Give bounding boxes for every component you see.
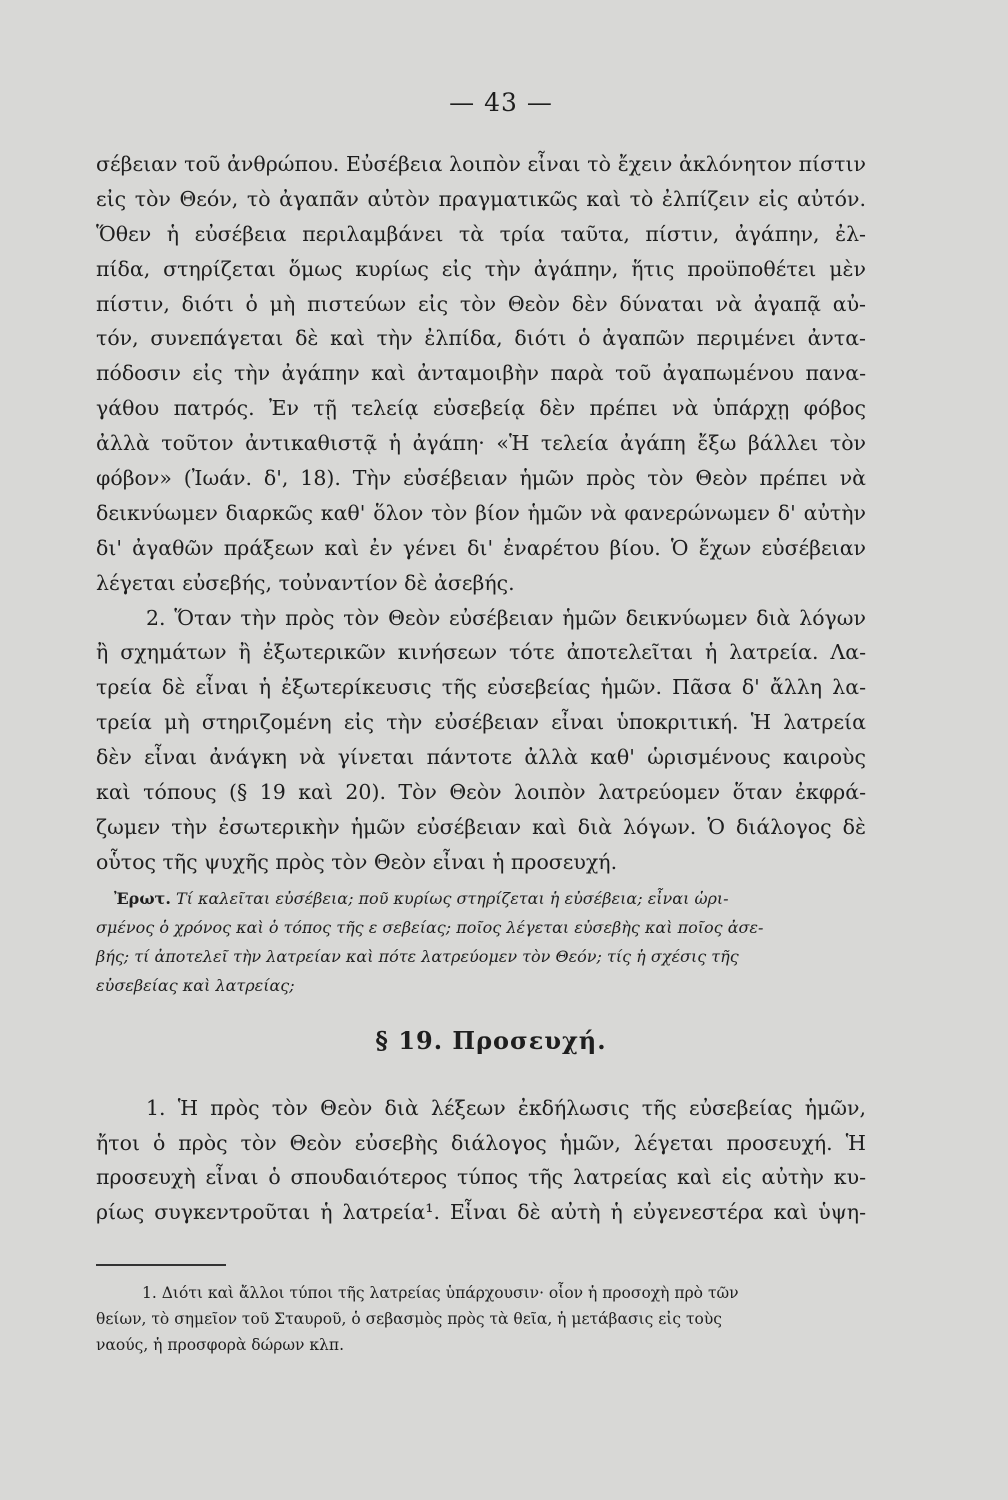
text-line: προσευχὴ εἶναι ὁ σπουδαιότερος τύπος τῆς λατρείας καὶ εἰς αὐτὴν κυ-: [96, 1165, 866, 1190]
question-line: εὐσεβείας καὶ λατρείας;: [96, 975, 295, 995]
text-line: σέβειαν τοῦ ἀνθρώπου. Εὐσέβεια λοιπὸν εἶναι τὸ ἔχειν ἀκλόνητον πίστιν: [96, 152, 866, 176]
question-line: βής; τί ἀποτελεῖ τὴν λατρείαν καὶ πότε λατρεύομεν τὸν Θεόν; τίς ἡ σχέσις τῆς: [96, 946, 739, 966]
text-line: τρεία μὴ στηριζομένη εἰς τὴν εὐσέβειαν εἶναι ὑποκριτική. Ἡ λατρεία: [96, 710, 866, 735]
text-line: ζωμεν τὴν ἐσωτερικὴν ἡμῶν εὐσέβειαν καὶ διὰ λόγων. Ὁ διάλογος δὲ: [96, 814, 866, 839]
text-line: ἢ σχημάτων ἢ ἐξωτερικῶν κινήσεων τότε ἀποτελεῖται ἡ λατρεία. Λα-: [96, 640, 866, 665]
text-line: τόν, συνεπάγεται δὲ καὶ τὴν ἐλπίδα, διότι ὁ ἀγαπῶν περιμένει ἀντα-: [96, 326, 866, 351]
text-line: δι' ἀγαθῶν πράξεων καὶ ἐν γένει δι' ἐναρέτου βίου. Ὁ ἔχων εὐσέβειαν: [96, 535, 866, 560]
text-line: τρεία δὲ εἶναι ἡ ἐξωτερίκευσις τῆς εὐσεβείας ἡμῶν. Πᾶσα δ' ἄλλη λα-: [96, 675, 866, 700]
page-number: — 43 —: [449, 88, 553, 117]
questions-label: Ἐρωτ.: [114, 888, 171, 908]
question-text: Τί καλεῖται εὐσέβεια; ποῦ κυρίως στηρίζεται ἡ εὐσέβεια; εἶναι ὡρι-: [175, 888, 729, 908]
footnote-line: 1. Διότι καὶ ἄλλοι τύποι τῆς λατρείας ὑπάρχουσιν· οἷον ἡ προσοχὴ πρὸ τῶν: [142, 1284, 739, 1303]
text-line: ἀλλὰ τοῦτον ἀντικαθιστᾷ ἡ ἀγάπη· «Ἡ τελεία ἀγάπη ἔξω βάλλει τὸν: [96, 431, 866, 456]
question-line: [96, 884, 866, 913]
text-line: καὶ τόπους (§ 19 καὶ 20). Τὸν Θεὸν λοιπὸν λατρεύομεν ὅταν ἐκφρά-: [96, 780, 866, 805]
text-line: πίδα, στηρίζεται ὅμως κυρίως εἰς τὴν ἀγάπην, ἥτις προϋποθέτει μὲν: [96, 256, 866, 281]
text-line: πόδοσιν εἰς τὴν ἀγάπην καὶ ἀνταμοιβὴν παρὰ τοῦ ἀγαπωμένου πανα-: [96, 361, 866, 386]
footnote: [96, 1280, 866, 1358]
text-line: εἰς τὸν Θεόν, τὸ ἀγαπᾶν αὐτὸν πραγματικῶς καὶ τὸ ἐλπίζειν εἰς αὐτόν.: [96, 186, 866, 211]
text-line: ρίως συγκεντροῦται ἡ λατρεία¹. Εἶναι δὲ αὐτὴ ἡ εὐγενεστέρα καὶ ὑψη-: [96, 1200, 866, 1225]
text-line: δεικνύωμεν διαρκῶς καθ' ὅλον τὸν βίον ἡμῶν νὰ φανερώνωμεν δ' αὐτὴν: [96, 500, 866, 525]
section-title: § 19. Προσευχή.: [375, 1025, 607, 1055]
paragraph-piety: [96, 147, 866, 601]
paragraph-prayer: [96, 1091, 866, 1231]
review-questions: [96, 884, 866, 1000]
text-line: ἤτοι ὁ πρὸς τὸν Θεὸν εὐσεβὴς διάλογος ἡμῶν, λέγεται προσευχή. Ἡ: [96, 1130, 866, 1155]
text-line: δὲν εἶναι ἀνάγκη νὰ γίνεται πάντοτε ἀλλὰ καθ' ὡρισμένους καιροὺς: [96, 745, 866, 770]
footnote-divider: [96, 1264, 226, 1266]
text-line: 2. Ὅταν τὴν πρὸς τὸν Θεὸν εὐσέβειαν ἡμῶν δεικνύωμεν διὰ λόγων: [146, 605, 866, 630]
footnote-line: θείων, τὸ σημεῖον τοῦ Σταυροῦ, ὁ σεβασμὸς πρὸς τὰ θεῖα, ἡ μετάβασις εἰς τοὺς: [96, 1310, 722, 1329]
text-line: οὗτος τῆς ψυχῆς πρὸς τὸν Θεὸν εἶναι ἡ προσευχή.: [96, 849, 618, 874]
paragraph-worship: [96, 601, 866, 880]
question-line: σμένος ὁ χρόνος καὶ ὁ τόπος τῆς ε σεβείας; ποῖος λέγεται εὐσεβὴς καὶ ποῖος ἀσε-: [96, 917, 764, 937]
text-line: γάθου πατρός. Ἐν τῇ τελείᾳ εὐσεβείᾳ δὲν πρέπει νὰ ὑπάρχῃ φόβος: [96, 396, 866, 421]
text-line: φόβον» (Ἰωάν. δ', 18). Τὴν εὐσέβειαν ἡμῶν πρὸς τὸν Θεὸν πρέπει νὰ: [96, 466, 866, 491]
text-line: Ὅθεν ἡ εὐσέβεια περιλαμβάνει τὰ τρία ταῦτα, πίστιν, ἀγάπην, ἐλ-: [96, 221, 866, 246]
footnote-line: ναούς, ἡ προσφορὰ δώρων κλπ.: [96, 1336, 344, 1355]
text-line: λέγεται εὐσεβής, τοὐναντίον δὲ ἀσεβής.: [96, 570, 515, 595]
text-line: 1. Ἡ πρὸς τὸν Θεὸν διὰ λέξεων ἐκδήλωσις τῆς εὐσεβείας ἡμῶν,: [146, 1095, 866, 1120]
text-line: πίστιν, διότι ὁ μὴ πιστεύων εἰς τὸν Θεὸν δὲν δύναται νὰ ἀγαπᾷ αὐ-: [96, 291, 866, 316]
